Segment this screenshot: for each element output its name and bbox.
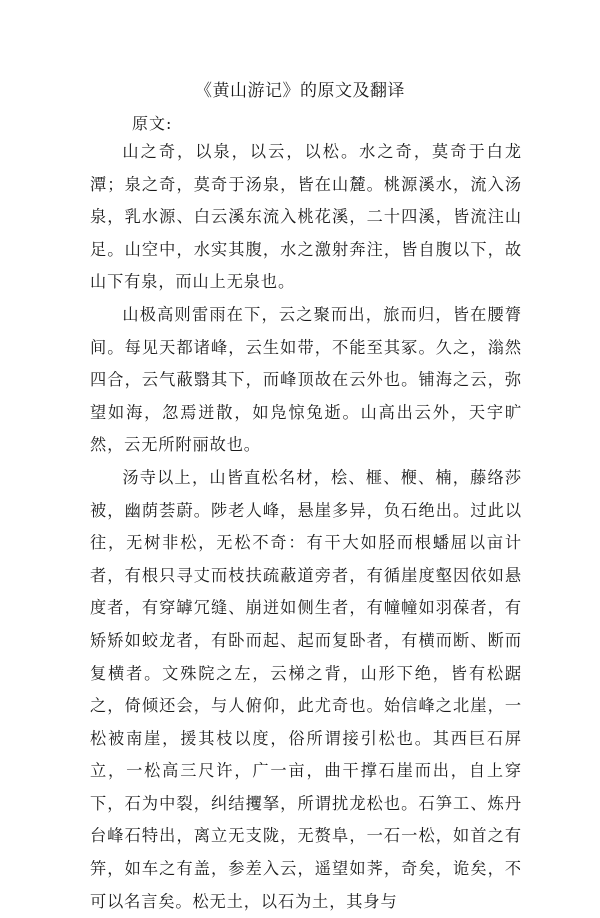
document-title: 《黄山游记》的原文及翻译 [195,81,405,101]
paragraph: 山之奇，以泉，以云，以松。水之奇，莫奇于白龙潭；泉之奇，莫奇于汤泉，皆在山麓。桃源溪水，流入汤泉，乳水源、白云溪东流入桃花溪，二十四溪，皆流注山足。山空中，水实其腹，水之激射奔注，皆自腹以下，故山下有泉，而山上无泉也。 [90,142,522,292]
paragraph: 山极高则雷雨在下，云之聚而出，旅而归，皆在腰膂间。每见天都诸峰，云生如带，不能至其冢。久之，滃然四合，云气蔽翳其下，而峰顶故在云外也。铺海之云，弥望如海，忽焉迸散，如凫惊兔逝。山高出云外，天宇旷然，云无所附丽故也。 [90,304,522,455]
paragraph: 汤寺以上，山皆直松名材，桧、榧、楩、楠，藤络莎被，幽荫荟蔚。陟老人峰，悬崖多异，负石绝出。过此以往，无树非松，无松不奇：有干大如胫而根蟠屈以亩计者，有根只寻丈而枝扶疏蔽道旁者，有循崖度壑因依如悬度者，有穿罅冗缝、崩迸如侧生者，有幢幢如羽葆者，有矫矫如蛟龙者，有卧而起、起而复卧者，有横而断、断而复横者。文殊院之左，云梯之背，山形下绝，皆有松踞之，倚倾还会，与人俯仰，此尤奇也。始信峰之北崖，一松被南崖，援其枝以度，俗所谓接引松也。其西巨石屏立，一松高三尺许，广一亩，曲干撑石崖而出，自上穿下，石为中裂，纠结攫拏，所谓扰龙松也。石笋工、炼丹台峰石特出，离立无支陇，无赘阜，一石一松，如首之有笄，如车之有盖，参差入云，遥望如荠，奇矣，诡矣，不可以名言矣。松无土，以石为土，其身与 [90,467,522,911]
body-text [90,136,522,918]
section-label: 原文: [132,114,173,133]
